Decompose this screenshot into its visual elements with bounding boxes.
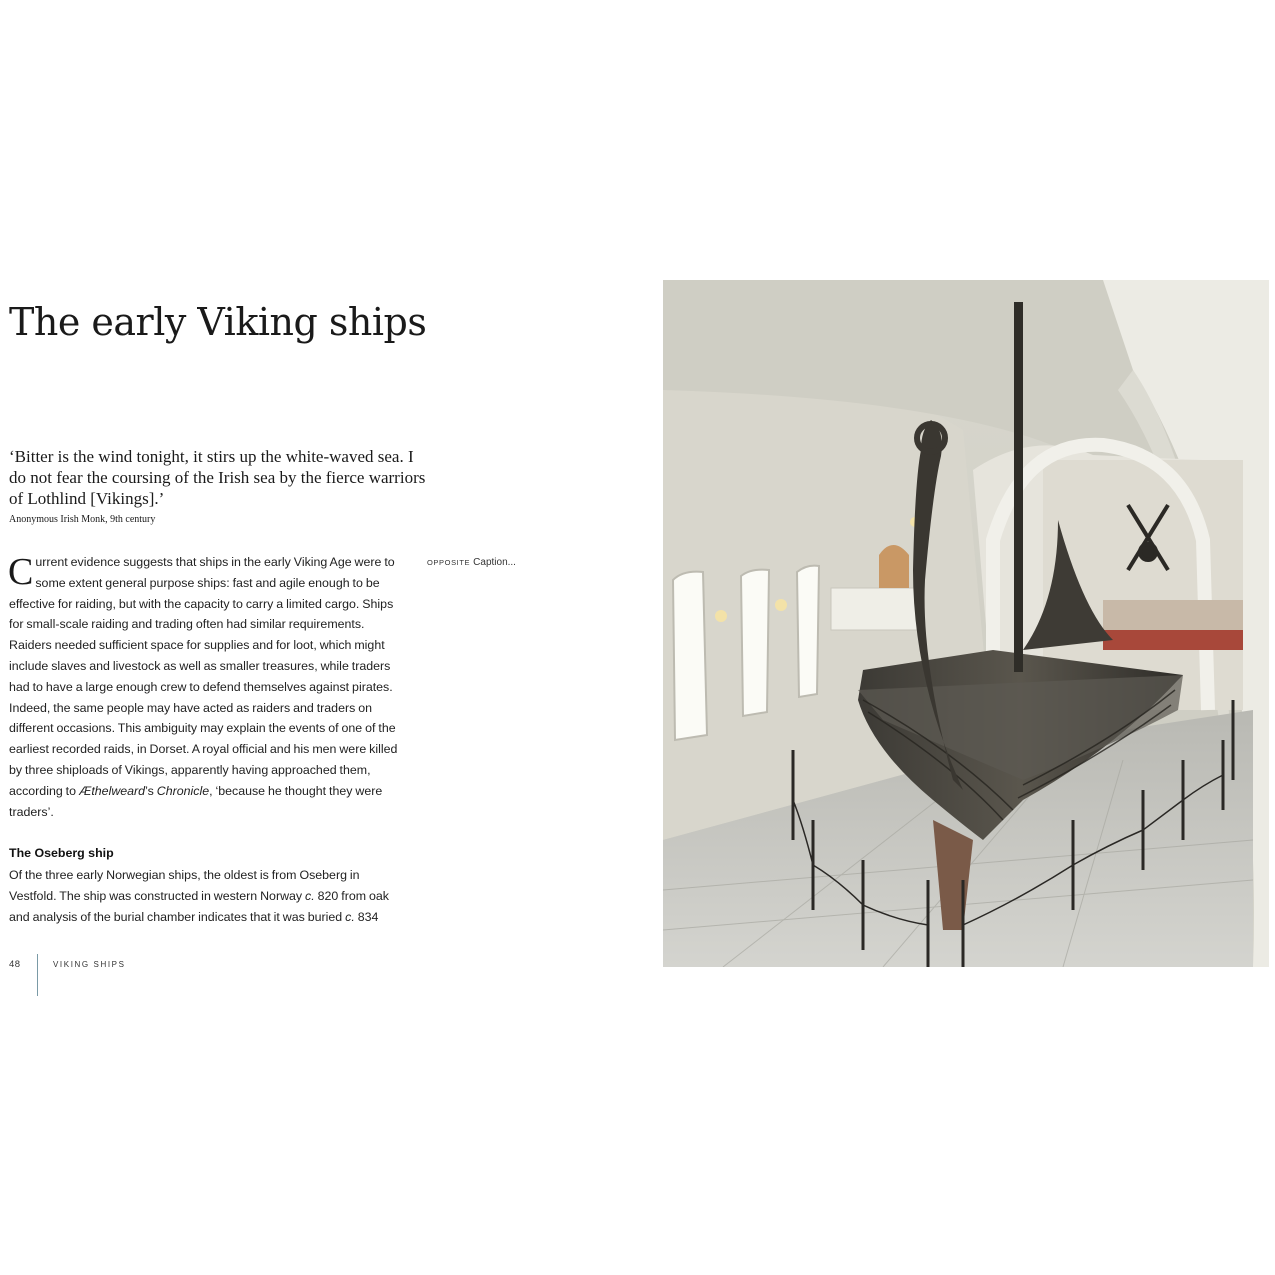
body-italic: c.: [305, 888, 315, 903]
body-paragraph-2: [9, 865, 409, 927]
body-text-part: urrent evidence suggests that ships in the early Viking Age were to some extent general purpose ships: fast and agile enough to be effective for raiding, but with the capacity to carry a limited cargo. Ships for small-scale raiding and trading often had similar requirements. Raiders needed sufficient space for supplies and for loot, which might include slaves and livestock as well as smaller treasures, while traders had to have a large enough crew to defend themselves against pirates. Indeed, the same people may have acted as raiders and traders on different occasions. This ambiguity may explain the events of one of the earliest recorded raids, in Dorset. A royal official and his men were killed by three shiploads of Vikings, apparently having approached them, according to: [9, 555, 398, 798]
running-head: VIKING SHIPS: [53, 960, 126, 969]
body-text-part: ’s: [145, 783, 157, 798]
page-number: 48: [9, 959, 21, 970]
caption-text: Caption...: [473, 557, 516, 568]
body-italic: Æthelweard: [78, 783, 146, 798]
photo-caption: [427, 557, 516, 568]
body-text-part: Of the three early Norwegian ships, the oldest is from Oseberg in Vestfold. The ship was constructed in western Norway: [9, 868, 360, 903]
body-paragraph: [9, 552, 404, 822]
epigraph-attribution: Anonymous Irish Monk, 9th century: [9, 514, 156, 525]
body-text-part: 834: [354, 909, 379, 924]
epigraph-quote: ‘Bitter is the wind tonight, it stirs up the white-waved sea. I do not fear the coursing of the Irish sea by the fierce warriors of Lothlind [Vikings].’: [9, 447, 426, 508]
folio-divider: [37, 954, 38, 996]
body-italic: c.: [345, 909, 355, 924]
ship-photo-illustration: [663, 280, 1269, 967]
body-text-part: 820 from oak and analysis of the burial chamber indicates that it was buried: [9, 888, 389, 924]
viking-ship-museum-photo: [663, 280, 1269, 967]
body-italic: Chronicle: [156, 783, 210, 798]
body-text-part: , ‘because he thought they were traders’.: [9, 783, 383, 819]
drop-cap: C: [8, 551, 34, 593]
page-title: The early Viking ships: [9, 300, 427, 344]
section-subheading: The Oseberg ship: [9, 846, 114, 860]
caption-tag: OPPOSITE: [427, 558, 471, 567]
